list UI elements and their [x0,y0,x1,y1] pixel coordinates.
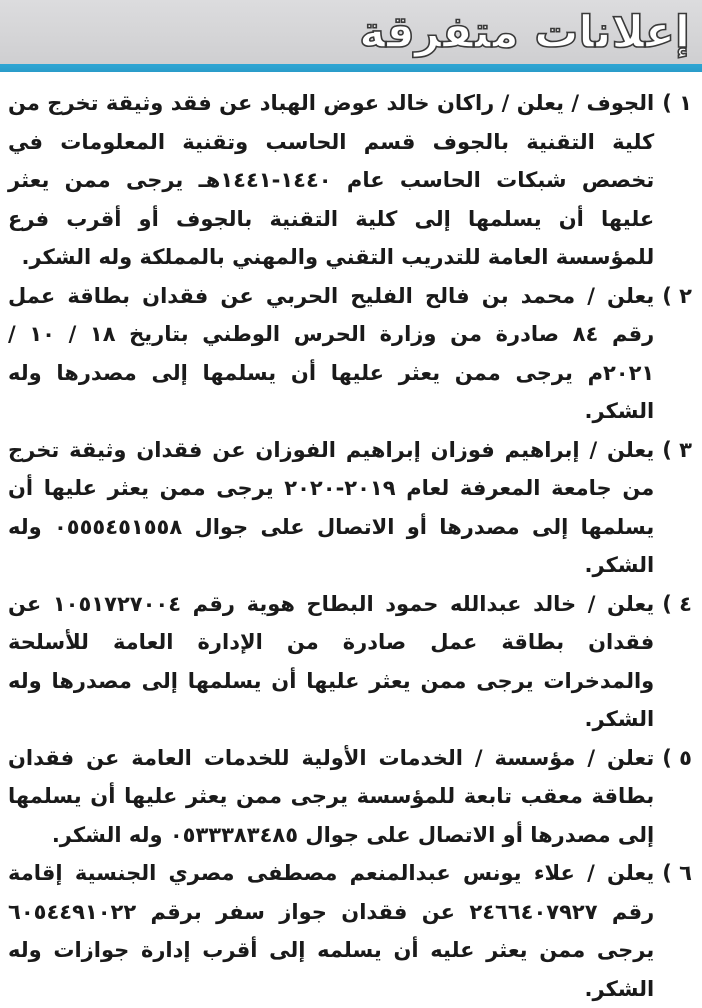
page-header [0,0,702,64]
notice-item [8,585,692,739]
notice-number: ١ ) [662,91,692,115]
notice-item [8,854,692,1008]
header-accent-bar [0,64,702,72]
notice-item [8,84,692,277]
notice-item [8,277,692,431]
notice-text: يعلن / علاء يونس عبدالمنعم مصطفى مصري الجنسية إقامة رقم ٢٤٦٦٤٠٧٩٢٧ عن فقدان جواز سفر برقم ٦٠٥٤٤٩١٠٢٢ يرجى ممن يعثر عليه أن يسلمه إلى أقرب إدارة جوازات وله الشكر. [8,861,655,1001]
notice-item [8,431,692,585]
notice-text: يعلن / خالد عبدالله حمود البطاح هوية رقم ١٠٥١٧٢٧٠٠٤ عن فقدان بطاقة عمل صادرة من الإدارة العامة للأسلحة والمدخرات يرجى ممن يعثر عليها أن يسلمها إلى مصدرها وله الشكر. [8,591,655,731]
section-title: إعلانات متفرقة [359,7,690,58]
notice-text: يعلن / محمد بن فالح الفليح الحربي عن فقدان بطاقة عمل رقم ٨٤ صادرة من وزارة الحرس الوطني بتاريخ ١٨ / ١٠ / ٢٠٢١م يرجى ممن يعثر عليها أن يسلمها إلى مصدرها وله الشكر. [8,283,655,423]
notices-list [8,84,692,1008]
notice-number: ٣ ) [662,437,692,462]
notice-number: ٢ ) [662,283,692,308]
notice-item [8,739,692,855]
notice-number: ٦ ) [662,861,692,885]
notice-number: ٥ ) [662,745,692,770]
notice-text: يعلن / إبراهيم فوزان إبراهيم الفوزان عن فقدان وثيقة تخرج من جامعة المعرفة لعام ٢٠١٩-٢٠٢٠ يرجى ممن يعثر عليها أن يسلمها إلى مصدرها أو الاتصال على جوال ٠٥٥٥٤٥١٥٥٨ وله الشكر. [8,437,655,577]
notice-text: تعلن / مؤسسة / الخدمات الأولية للخدمات العامة عن فقدان بطاقة معقب تابعة للمؤسسة يرجى ممن يعثر عليها أن يسلمها إلى مصدرها أو الاتصال على جوال ٠٥٣٣٣٨٣٤٨٥ وله الشكر. [8,745,655,847]
notice-number: ٤ ) [662,591,692,616]
notice-text: الجوف / يعلن / راكان خالد عوض الهباد عن فقد وثيقة تخرج من كلية التقنية بالجوف قسم الحاسب وتقنية المعلومات في تخصص شبكات الحاسب عام ١٤٤٠-١٤٤١هـ يرجى ممن يعثر عليها أن يسلمها إلى كلية التقنية بالجوف أو أقرب فرع للمؤسسة العامة للتدريب التقني والمهني بالمملكة وله الشكر. [8,91,655,269]
